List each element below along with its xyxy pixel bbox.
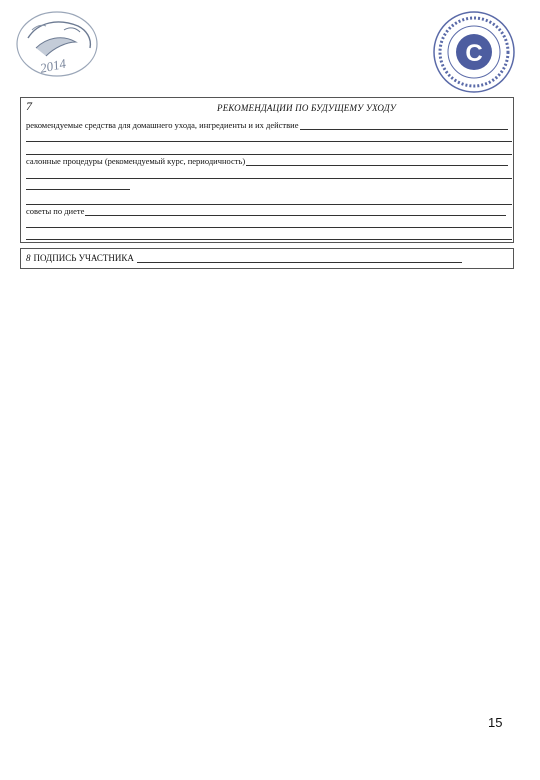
blank-line[interactable] xyxy=(26,178,512,179)
blank-line[interactable] xyxy=(26,141,512,142)
home-care-field[interactable] xyxy=(26,120,508,130)
blank-line[interactable] xyxy=(26,227,512,228)
stylized-bird-logo xyxy=(14,8,100,80)
signature-section xyxy=(20,248,514,269)
salon-procedures-label: салонные процедуры (рекомендуемый курс, периодичность) xyxy=(26,156,246,166)
circular-seal-icon xyxy=(432,10,516,94)
home-care-fill-line xyxy=(300,121,509,130)
section-title: РЕКОМЕНДАЦИИ ПО БУДУЩЕМУ УХОДУ xyxy=(217,103,397,113)
diet-advice-label: советы по диете xyxy=(26,206,85,216)
diet-advice-field[interactable] xyxy=(26,206,506,216)
blank-line-short[interactable] xyxy=(26,189,130,190)
page-number: 15 xyxy=(488,715,503,730)
signature-label: ПОДПИСЬ УЧАСТНИКА xyxy=(33,253,134,263)
seal-letter: C xyxy=(465,40,483,67)
salon-procedures-field[interactable] xyxy=(26,156,508,166)
logo-year: 2014 xyxy=(38,55,68,76)
signature-fill-line xyxy=(137,253,462,263)
blank-line[interactable] xyxy=(26,154,512,155)
blank-line[interactable] xyxy=(26,239,512,240)
diet-fill-line xyxy=(85,207,506,216)
home-care-label: рекомендуемые средства для домашнего ухода, ингредиенты и их действие xyxy=(26,120,299,130)
salon-fill-line xyxy=(246,157,508,166)
section-number: 7 xyxy=(26,99,32,113)
signature-field[interactable] xyxy=(26,253,462,263)
section-number: 8 xyxy=(26,253,31,263)
recommendations-section xyxy=(20,97,514,243)
blank-line[interactable] xyxy=(26,204,512,205)
